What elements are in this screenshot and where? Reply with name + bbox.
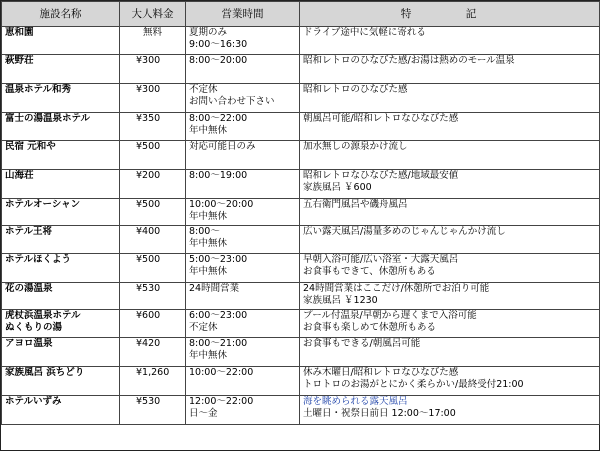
notes xyxy=(300,199,600,226)
business-hours xyxy=(186,254,300,283)
notes-line: お食事もできて、休憩所もある xyxy=(303,266,436,277)
table-row xyxy=(2,141,600,170)
notes-line: 海を眺められる露天風呂 xyxy=(303,396,408,407)
business-hours-line: お問い合わせ下さい xyxy=(189,96,275,107)
business-hours-line: 対応可能日のみ xyxy=(189,141,256,152)
notes xyxy=(300,84,600,113)
facility-name xyxy=(2,170,120,199)
business-hours xyxy=(186,84,300,113)
adult-price: ¥420 xyxy=(120,338,186,367)
facility-name xyxy=(2,84,120,113)
business-hours-line: 12:00～22:00 xyxy=(189,396,254,407)
notes xyxy=(300,396,600,425)
business-hours-line: 不定休 xyxy=(189,322,218,333)
facility-name xyxy=(2,310,120,338)
header-hours: 営業時間 xyxy=(186,2,300,27)
adult-price: ¥500 xyxy=(120,254,186,283)
table-row xyxy=(2,310,600,338)
facility-name xyxy=(2,113,120,141)
notes-line: 広い露天風呂/湯量多めのじゃんじゃんかけ流し xyxy=(303,226,506,237)
notes xyxy=(300,141,600,170)
table-row xyxy=(2,226,600,254)
business-hours-line: 5:00～23:00 xyxy=(189,254,248,265)
business-hours-line: 不定休 xyxy=(189,84,218,95)
business-hours-line: 年中無休 xyxy=(189,238,228,249)
business-hours-line: 9:00～16:30 xyxy=(189,39,248,50)
facility-name-line: 山海荘 xyxy=(5,170,34,181)
adult-price: ¥500 xyxy=(120,141,186,170)
notes xyxy=(300,27,600,55)
facility-name-line: 家族風呂 浜ちどり xyxy=(5,367,85,378)
table-row xyxy=(2,338,600,367)
adult-price: ¥300 xyxy=(120,55,186,84)
notes xyxy=(300,283,600,310)
facility-name-line: ホテルオーシャン xyxy=(5,199,81,210)
notes-line: お食事もできる/朝風呂可能 xyxy=(303,338,421,349)
notes-line: 昭和レトロなひなびた感/地域最安値 xyxy=(303,170,459,181)
business-hours xyxy=(186,226,300,254)
business-hours xyxy=(186,27,300,55)
adult-price: ¥1,260 xyxy=(120,367,186,396)
notes-line: 家族風呂 ￥600 xyxy=(303,182,372,193)
table-row xyxy=(2,113,600,141)
notes-line: トロトロのお湯がとにかく柔らかい/最終受付21:00 xyxy=(303,379,524,390)
business-hours xyxy=(186,338,300,367)
facility-name-line: 花の湯温泉 xyxy=(5,283,53,294)
business-hours-line: 8:00～22:00 xyxy=(189,113,248,124)
facility-name-line: 恵和園 xyxy=(5,27,34,38)
adult-price: ¥600 xyxy=(120,310,186,338)
facility-name xyxy=(2,283,120,310)
facility-name-line: アヨロ温泉 xyxy=(5,338,53,349)
table-row xyxy=(2,199,600,226)
notes xyxy=(300,310,600,338)
business-hours-line: 8:00～20:00 xyxy=(189,55,248,66)
facility-name-line: 富士の湯温泉ホテル xyxy=(5,113,91,124)
facility-name xyxy=(2,396,120,425)
business-hours-line: 8:00～21:00 xyxy=(189,338,248,349)
header-notes: 特 記 xyxy=(300,2,600,27)
facility-name-line: 温泉ホテル和秀 xyxy=(5,84,72,95)
adult-price: ¥200 xyxy=(120,170,186,199)
facility-name xyxy=(2,226,120,254)
business-hours-line: 年中無休 xyxy=(189,125,228,136)
header-price: 大人料金 xyxy=(120,2,186,27)
table-row xyxy=(2,396,600,425)
business-hours-line: 年中無休 xyxy=(189,211,228,222)
onsen-table xyxy=(1,1,600,425)
facility-name-line: ホテル王将 xyxy=(5,226,53,237)
facility-name-line: 虎杖浜温泉ホテル xyxy=(5,310,81,321)
notes xyxy=(300,226,600,254)
business-hours xyxy=(186,310,300,338)
facility-name xyxy=(2,55,120,84)
header-row xyxy=(2,2,600,27)
business-hours xyxy=(186,367,300,396)
facility-name-line: ホテルほくよう xyxy=(5,254,72,265)
table-row xyxy=(2,55,600,84)
table-row xyxy=(2,84,600,113)
business-hours xyxy=(186,55,300,84)
facility-name xyxy=(2,27,120,55)
facility-name xyxy=(2,338,120,367)
business-hours-line: 10:00～22:00 xyxy=(189,367,254,378)
notes-line: 休み木曜日/昭和レトロなひなびた感 xyxy=(303,367,459,378)
facility-name xyxy=(2,199,120,226)
notes xyxy=(300,367,600,396)
adult-price: 無料 xyxy=(120,27,186,55)
header-name: 施設名称 xyxy=(2,2,120,27)
business-hours-line: 24時間営業 xyxy=(189,283,240,294)
notes-line: ドライブ途中に気軽に寄れる xyxy=(303,27,426,38)
adult-price: ¥400 xyxy=(120,226,186,254)
facility-name-line: ぬくもりの湯 xyxy=(5,322,63,333)
notes-line: 昭和レトロのひなびた感/お湯は熱めのモール温泉 xyxy=(303,55,515,66)
business-hours-line: 8:00～ xyxy=(189,226,220,237)
business-hours-line: 8:00～19:00 xyxy=(189,170,248,181)
notes xyxy=(300,113,600,141)
adult-price: ¥530 xyxy=(120,396,186,425)
facility-name-line: ホテルいずみ xyxy=(5,396,62,407)
adult-price: ¥350 xyxy=(120,113,186,141)
adult-price: ¥500 xyxy=(120,199,186,226)
business-hours xyxy=(186,199,300,226)
business-hours-line: 年中無休 xyxy=(189,350,228,361)
notes-line: 朝風呂可能/昭和レトロなひなびた感 xyxy=(303,113,459,124)
facility-name-line: 民宿 元和や xyxy=(5,141,56,152)
notes xyxy=(300,55,600,84)
facility-name-line: 萩野荘 xyxy=(5,55,34,66)
notes-line: 24時間営業はここだけ/休憩所でお泊り可能 xyxy=(303,283,490,294)
table-row xyxy=(2,254,600,283)
table-row xyxy=(2,367,600,396)
business-hours xyxy=(186,396,300,425)
table-row xyxy=(2,170,600,199)
notes-line: プール付温泉/早朝から遅くまで入浴可能 xyxy=(303,310,477,321)
notes-line: 五右衛門風呂や磯舟風呂 xyxy=(303,199,408,210)
notes-line: 加水無しの源泉かけ流し xyxy=(303,141,408,152)
business-hours-line: 10:00～20:00 xyxy=(189,199,254,210)
business-hours xyxy=(186,141,300,170)
adult-price: ¥530 xyxy=(120,283,186,310)
notes xyxy=(300,254,600,283)
notes-line: 昭和レトロのひなびた感 xyxy=(303,84,408,95)
table-row xyxy=(2,27,600,55)
business-hours-line: 年中無休 xyxy=(189,266,228,277)
adult-price: ¥300 xyxy=(120,84,186,113)
notes-line: お食事も楽しめて休憩所もある xyxy=(303,322,437,333)
notes-line: 早朝入浴可能/広い浴室・大露天風呂 xyxy=(303,254,459,265)
business-hours xyxy=(186,113,300,141)
notes xyxy=(300,338,600,367)
business-hours-line: 日～金 xyxy=(189,408,218,419)
business-hours xyxy=(186,283,300,310)
notes-line: 家族風呂 ￥1230 xyxy=(303,295,378,306)
facility-name xyxy=(2,141,120,170)
notes xyxy=(300,170,600,199)
business-hours-line: 6:00～23:00 xyxy=(189,310,248,321)
notes-line: 土曜日・祝祭日前日 12:00～17:00 xyxy=(303,408,456,419)
business-hours-line: 夏期のみ xyxy=(189,27,228,38)
facility-name xyxy=(2,367,120,396)
table-row xyxy=(2,283,600,310)
facility-name xyxy=(2,254,120,283)
table-body xyxy=(2,27,600,425)
business-hours xyxy=(186,170,300,199)
